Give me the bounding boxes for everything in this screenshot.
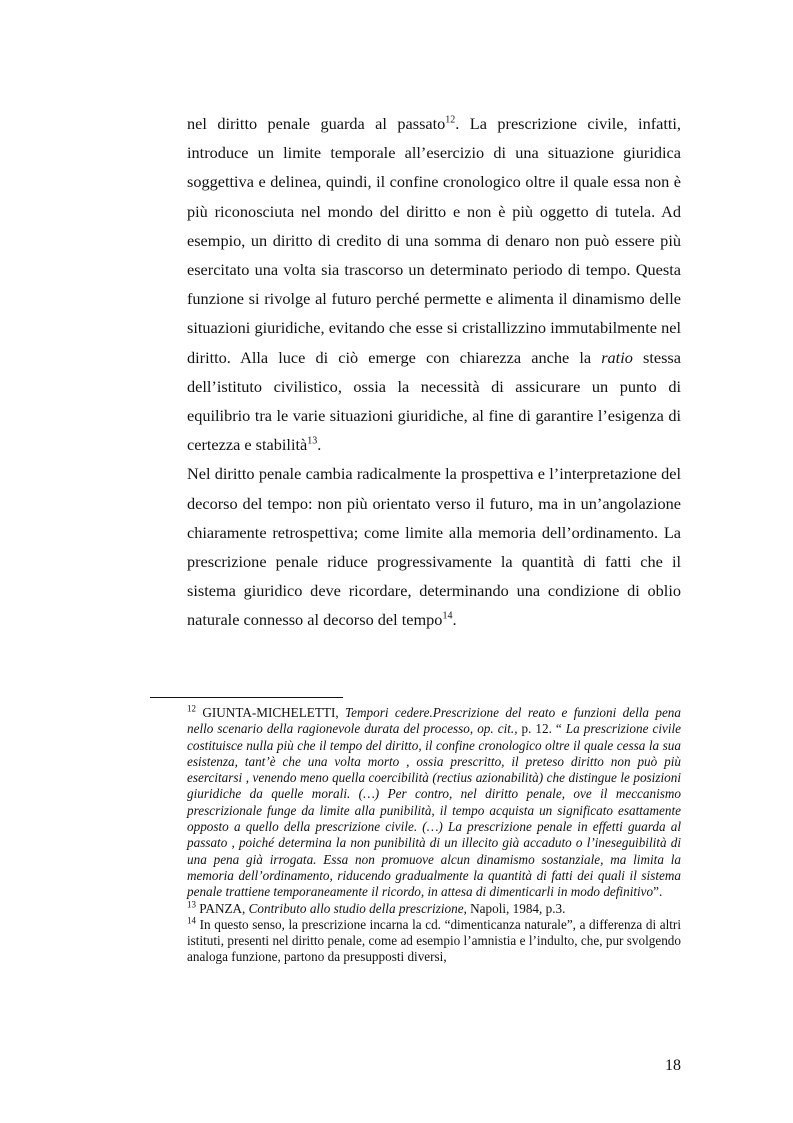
footnote-author: PANZA, (196, 900, 249, 916)
body-text (187, 109, 681, 635)
footnote-text: In questo senso, la prescrizione incarna la cd. “dimenticanza naturale”, a differenza di altri istituti, presenti nel diritto penale, come ad esempio l’amnistia e l’indulto, che, pur svolgendo analoga funzione, partono da presupposti diversi, (187, 916, 681, 965)
footnote-end: ”. (653, 884, 663, 900)
footnote-page: p. 12. “ (517, 721, 562, 737)
footnote-ref-13[interactable]: 13 (307, 435, 318, 447)
footnotes (187, 705, 681, 966)
paragraph-text: . (452, 610, 457, 630)
footnote-number: 12 (187, 703, 196, 714)
paragraph-text: stessa dell’istituto civilistico, ossia la necessità di assicurare un punto di equilibrio tra le varie situazioni giuridiche, al fine di garantire l’esigenza di certezza e stabilità (187, 347, 681, 455)
ratio-term: ratio (601, 347, 633, 367)
footnote-13 (187, 901, 681, 917)
paragraph-diritto-penale (187, 459, 681, 634)
footnote-quote: La prescrizione civile costituisce nulla più che il tempo del diritto, il confine cronologico oltre il quale cessa la sua esistenza, tant’è che una volta morto , ossia prescritto, il preteso diritto non può più esercitarsi , venendo meno quella coercibilità (rectius azionabilità) che distingue le posizioni giuridiche da quelle morali. (…) Per contro, nel diritto penale, ove il meccanismo prescrizionale funge da limite alla punibilità, il tempo acquista un significato esattamente opposto a quello della prescrizione civile. (…) La prescrizione penale in effetti guarda al passato , poiché determina la non punibilità di un illecito già accaduto o l’ineseguibilità di una pena già irrogata. Essa non promuove alcun dinamismo sostanziale, ma limita la memoria dell’ordinamento, riducendo gradualmente la quantità di fatti dei quali il sistema penale trattiene temporaneamente il ricordo, in attesa di dimenticarli in modo definitivo (187, 721, 682, 900)
footnote-14 (187, 917, 681, 966)
paragraph-text: nel diritto penale guarda al passato (187, 114, 446, 133)
paragraph-prescrizione-civile (187, 109, 681, 459)
paragraph-text: . La prescrizione civile, infatti, introduce un limite temporale all’esercizio di una situazione giuridica soggettiva e delinea, quindi, il confine cronologico oltre il quale essa non è più riconosciuta nel mondo del diritto e non è più oggetto di tutela. Ad esempio, un diritto di credito di una somma di denaro non può essere più esercitato una volta sia trascorso un determinato periodo di tempo. Questa funzione si rivolge al futuro perché permette e alimenta il dinamismo delle situazioni giuridiche, evitando che esse si cristallizzino immutabilmente nel diritto. Alla luce di ciò emerge con chiarezza anche la (187, 114, 681, 367)
footnote-citation: , Napoli, 1984, p.3. (463, 900, 566, 916)
footnote-number: 13 (187, 899, 196, 910)
page-number: 18 (665, 1057, 681, 1074)
paragraph-text: . (317, 435, 322, 455)
footnote-number: 14 (187, 915, 196, 926)
footnote-separator (150, 697, 343, 698)
footnote-author: GIUNTA-MICHELETTI, (196, 705, 346, 720)
footnote-ref-12[interactable]: 12 (445, 114, 456, 126)
footnote-title: Contributo allo studio della prescrizione (248, 900, 464, 916)
footnote-title: Tempori cedere.Prescrizione del reato e funzioni della pena nello scenario della ragionevole durata del processo, op. cit., (187, 705, 681, 737)
footnote-ref-14[interactable]: 14 (442, 611, 453, 623)
footnote-12 (187, 705, 681, 901)
paragraph-text: Nel diritto penale cambia radicalmente la prospettiva e l’interpretazione del decorso del tempo: non più orientato verso il futuro, ma in un’angolazione chiaramente retrospettiva; come limite alla memoria dell’ordinamento. La prescrizione penale riduce progressivamente la quantità di fatti che il sistema giuridico deve ricordare, determinando una condizione di oblio naturale connesso al decorso del tempo (187, 464, 681, 630)
